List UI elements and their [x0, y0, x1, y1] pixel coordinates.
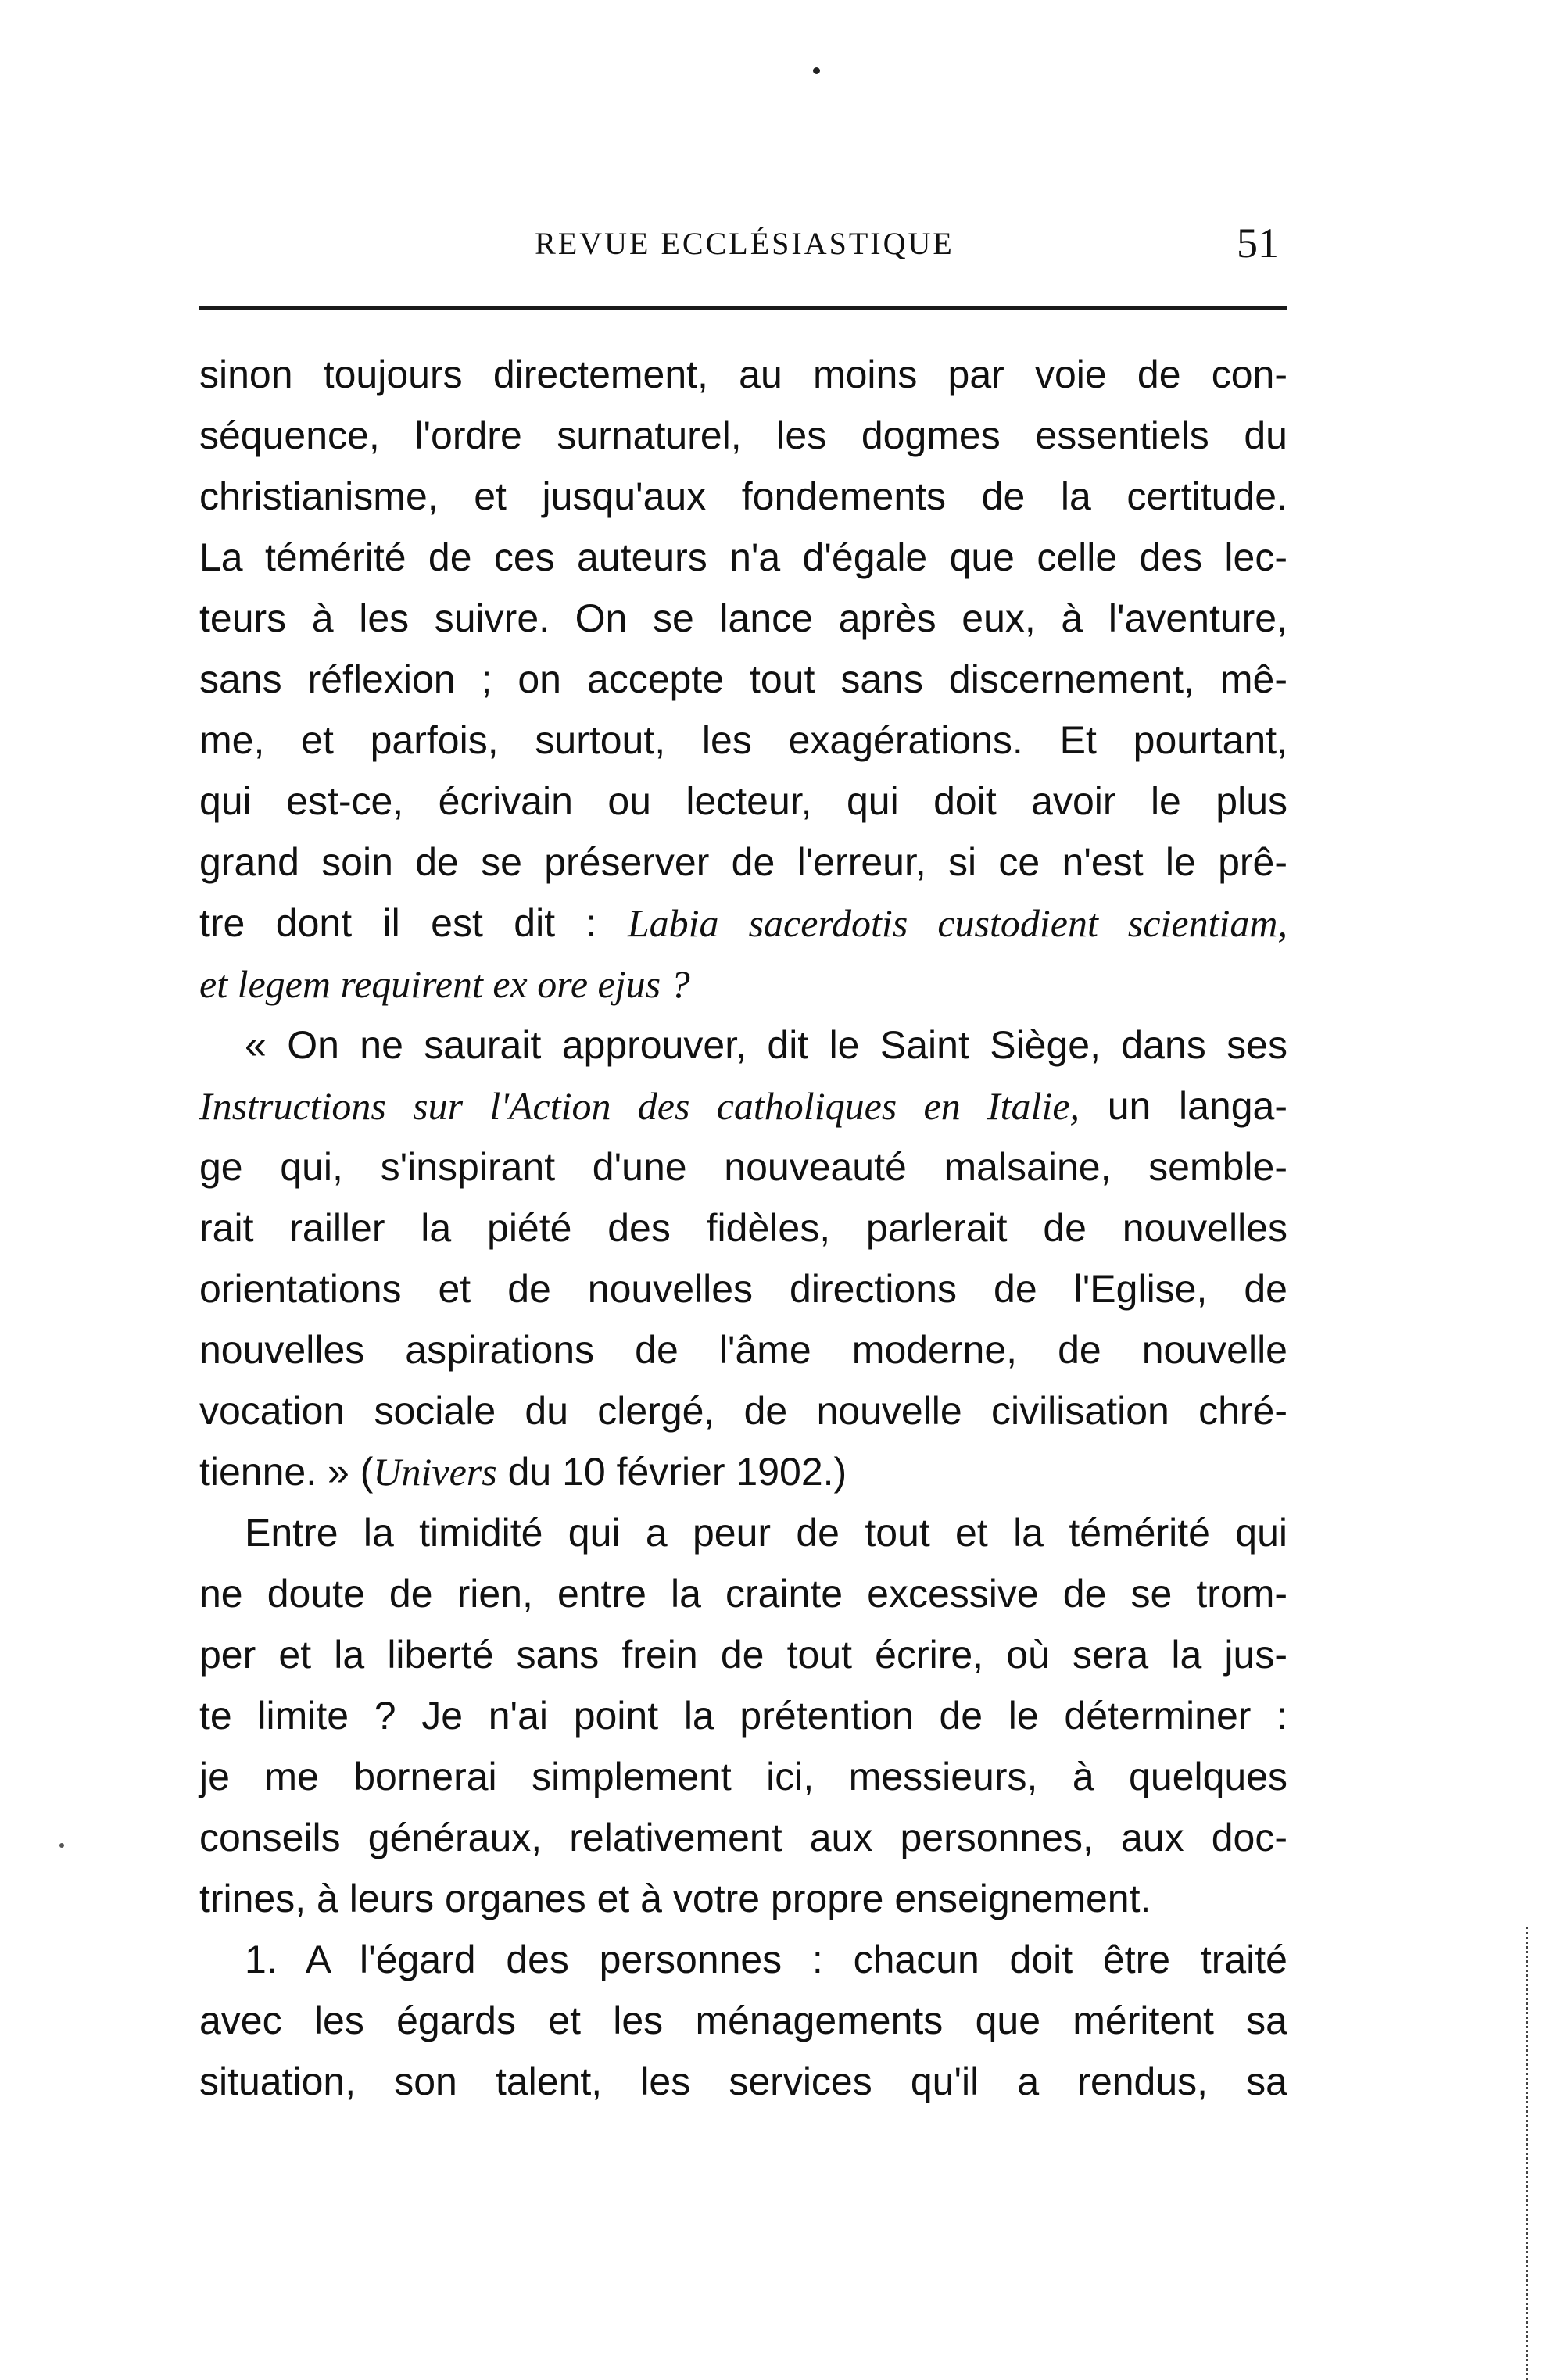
text-line: Entre la timidité qui a peur de tout et la témérité qui — [245, 1511, 1287, 1555]
text-run: un langa- — [1080, 1084, 1287, 1128]
header-rule — [199, 306, 1287, 310]
text-line — [199, 1075, 1287, 1136]
text-line: per et la liberté sans frein de tout écrire, où sera la jus- — [199, 1633, 1287, 1677]
source-title: Univers — [373, 1450, 497, 1494]
text-line: christianisme, et jusqu'aux fondements de la certitude. — [199, 474, 1287, 518]
text-line: trines, à leurs organes et à votre propre enseignement. — [199, 1877, 1151, 1920]
text-line — [199, 1441, 1287, 1502]
page-number: 51 — [1237, 220, 1279, 267]
text-run: tre dont il est dit : — [199, 901, 628, 945]
text-run: du 10 février 1902.) — [496, 1450, 847, 1494]
text-line: sans réflexion ; on accepte tout sans discernement, mê- — [199, 657, 1287, 701]
text-line: 1. A l'égard des personnes : chacun doit être traité — [245, 1938, 1287, 1981]
text-line: conseils généraux, relativement aux personnes, aux doc- — [199, 1816, 1287, 1859]
text-line: vocation sociale du clergé, de nouvelle civilisation chré- — [199, 1389, 1287, 1433]
print-speck-margin — [59, 1843, 64, 1848]
text-run: tienne. » ( — [199, 1450, 374, 1494]
text-line: « On ne saurait approuver, dit le Saint Siège, dans ses — [245, 1023, 1287, 1067]
text-line: ne doute de rien, entre la crainte excessive de se trom- — [199, 1572, 1287, 1616]
text-line: me, et parfois, surtout, les exagérations. Et pourtant, — [199, 718, 1287, 762]
text-line: situation, son talent, les services qu'il a rendus, sa — [199, 2060, 1287, 2103]
text-line: ge qui, s'inspirant d'une nouveauté malsaine, semble- — [199, 1145, 1287, 1189]
page-header — [199, 219, 1290, 281]
text-line: qui est-ce, écrivain ou lecteur, qui doit avoir le plus — [199, 779, 1287, 823]
text-line: teurs à les suivre. On se lance après eux, à l'aventure, — [199, 596, 1287, 640]
latin-quote: Labia sacerdotis custodient scientiam, — [627, 901, 1287, 945]
text-line: rait railler la piété des fidèles, parlerait de nouvelles — [199, 1206, 1287, 1250]
text-line: orientations et de nouvelles directions de l'Eglise, de — [199, 1267, 1287, 1311]
text-line: avec les égards et les ménagements que méritent sa — [199, 1999, 1287, 2042]
print-speck — [813, 67, 820, 74]
text-line: te limite ? Je n'ai point la prétention de le déterminer : — [199, 1694, 1287, 1738]
text-line: La témérité de ces auteurs n'a d'égale que celle des lec- — [199, 535, 1287, 579]
text-line — [199, 893, 1287, 954]
text-line: séquence, l'ordre surnaturel, les dogmes essentiels du — [199, 413, 1287, 457]
document-title: Instructions sur l'Action des catholiques en Italie, — [199, 1084, 1080, 1128]
text-line: nouvelles aspirations de l'âme moderne, de nouvelle — [199, 1328, 1287, 1372]
binding-edge-marks — [1526, 1927, 1533, 2380]
body-text — [199, 344, 1287, 2112]
text-line: sinon toujours directement, au moins par voie de con- — [199, 353, 1287, 396]
text-line: je me bornerai simplement ici, messieurs, à quelques — [199, 1755, 1287, 1798]
text-line: grand soin de se préserver de l'erreur, si ce n'est le prê- — [199, 840, 1287, 884]
latin-quote-end: et legem requirent ex ore ejus ? — [199, 962, 690, 1006]
running-title: REVUE ECCLÉSIASTIQUE — [535, 226, 954, 261]
